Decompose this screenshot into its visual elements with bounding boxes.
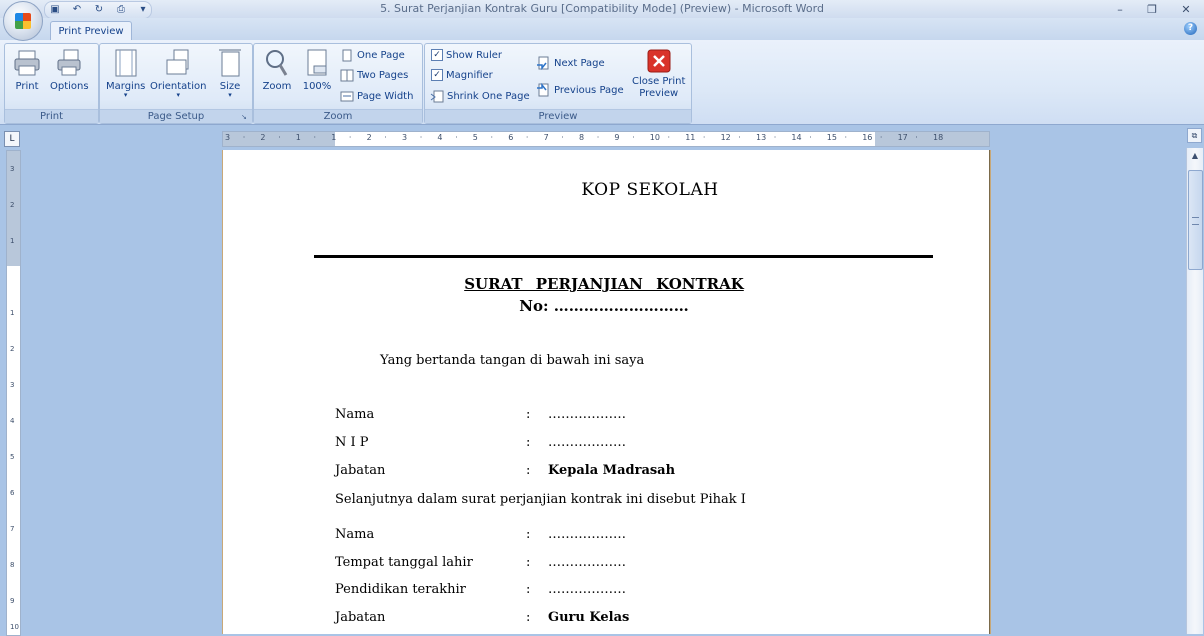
orientation-button[interactable] (150, 48, 206, 99)
colon: : (526, 582, 531, 597)
vruler-tick: 1 (10, 309, 15, 317)
ruler-tick: · (809, 133, 812, 142)
vruler-tick: 9 (10, 597, 15, 605)
ruler-tick: · (773, 133, 777, 142)
vruler-tick: 8 (10, 561, 15, 569)
ruler-tick: · (844, 133, 848, 142)
party2-value: ……………… (548, 555, 626, 570)
party2-value: ……………… (548, 582, 626, 597)
ruler-tick: · (667, 133, 671, 142)
page-width-label: Page Width (357, 91, 414, 102)
vruler-tick: 5 (10, 453, 15, 461)
orientation-icon (163, 48, 193, 78)
zoom-group-label: Zoom (254, 109, 422, 123)
orientation-dropdown-icon: ▾ (176, 91, 180, 99)
page-width-icon (340, 90, 354, 103)
vruler-tick: 2 (10, 345, 15, 353)
magnifier-label: Magnifier (446, 69, 493, 81)
ruler-tick: 15 (826, 133, 837, 142)
kop-sekolah-heading: KOP SEKOLAH (581, 180, 719, 200)
previous-page-label: Previous Page (554, 84, 624, 96)
party2-value: ……………… (548, 527, 626, 542)
ruler-right-margin (875, 132, 989, 146)
ruler-tick: · (348, 133, 352, 142)
scroll-up-icon[interactable]: ▲ (1191, 151, 1199, 160)
ruler-tick: 14 (791, 133, 802, 142)
redo-icon[interactable]: ↻ (94, 3, 104, 15)
scroll-thumb[interactable] (1188, 170, 1203, 270)
between-text: Selanjutnya dalam surat perjanjian kontrak ini disebut Pihak I (335, 492, 746, 507)
save-icon[interactable]: ▣ (50, 3, 60, 15)
ruler-tick: 3 (402, 133, 408, 142)
vruler-tick: 7 (10, 525, 15, 533)
colon: : (526, 463, 531, 478)
ruler-tick: · (455, 133, 458, 142)
ruler-tick: 1 (295, 133, 301, 142)
ruler-tick: 2 (366, 133, 372, 142)
margins-label: Margins (106, 81, 146, 92)
show-ruler-checkbox[interactable] (431, 49, 502, 61)
size-label: Size (219, 81, 241, 92)
party2-value: Guru Kelas (548, 610, 630, 625)
one-page-icon (340, 49, 354, 62)
ruler-tick: 13 (756, 133, 767, 142)
shrink-one-page-label: Shrink One Page (447, 91, 530, 102)
ruler-tick: 2 (260, 133, 266, 142)
party1-label: N I P (335, 435, 369, 450)
two-pages-button[interactable] (340, 69, 408, 82)
margins-icon (111, 48, 141, 78)
party1-label: Jabatan (335, 463, 386, 478)
magnifier-check-icon: ✓ (431, 69, 443, 81)
close-print-label-1: Close Print (632, 76, 686, 87)
ruler-tick: 6 (508, 133, 514, 142)
show-ruler-label: Show Ruler (446, 49, 503, 61)
vruler-tick: 10 (10, 623, 19, 631)
ruler-tick: 10 (649, 133, 660, 142)
vruler-tick: 3 (10, 165, 15, 173)
margins-button[interactable] (106, 48, 145, 99)
minimize-button[interactable]: – (1117, 2, 1123, 16)
margins-dropdown-icon: ▾ (123, 91, 128, 99)
tab-print-preview[interactable]: Print Preview (50, 21, 132, 41)
customize-qat-icon[interactable]: ▾ (140, 3, 146, 15)
print-options-icon (54, 48, 84, 78)
ruler-tick: · (738, 133, 741, 142)
page-setup-group-label: Page Setup (100, 109, 252, 123)
ruler-tick: · (879, 133, 883, 142)
page-setup-launcher-icon[interactable]: ↘ (241, 113, 247, 121)
ruler-tick: 7 (543, 133, 549, 142)
page-size-icon (215, 48, 245, 78)
ruler-tick: 16 (862, 133, 873, 142)
party1-value: ……………… (548, 407, 626, 422)
one-page-label: One Page (357, 50, 405, 61)
ruler-tick: · (384, 133, 387, 142)
printer-icon (12, 48, 42, 78)
vruler-tick: 3 (10, 381, 15, 389)
close-print-preview-button[interactable] (632, 48, 685, 100)
zoom-100-label: 100% (302, 81, 332, 92)
view-ruler-icon[interactable]: ⧉ (1187, 128, 1202, 143)
colon: : (526, 555, 531, 570)
close-preview-icon (646, 48, 672, 74)
vruler-tick: 6 (10, 489, 15, 497)
ruler-tick: 12 (720, 133, 731, 142)
ruler-tick: · (632, 133, 635, 142)
one-page-button[interactable] (340, 49, 405, 62)
office-button[interactable] (3, 1, 43, 41)
document-title: SURAT PERJANJIAN KONTRAK (464, 275, 744, 293)
office-logo-icon (15, 13, 31, 29)
document-number: No: ……………………… (519, 297, 689, 315)
page-100-icon (302, 48, 332, 78)
tab-selector[interactable]: L (4, 131, 20, 147)
colon: : (526, 435, 531, 450)
vertical-scrollbar[interactable] (1186, 148, 1203, 634)
zoom-label: Zoom (262, 81, 292, 92)
party2-label: Jabatan (335, 610, 386, 625)
size-button[interactable] (215, 48, 245, 99)
ruler-tick: 3 (225, 133, 231, 142)
print-label: Print (15, 81, 39, 92)
party1-value: Kepala Madrasah (548, 463, 676, 478)
colon: : (526, 527, 531, 542)
ruler-tick: 5 (472, 133, 478, 142)
ruler-tick: · (490, 133, 494, 142)
tab-row (0, 18, 1204, 40)
ruler-tick: 4 (437, 133, 443, 142)
print-button[interactable] (12, 48, 42, 92)
magnifier-icon (262, 48, 292, 78)
magnifier-checkbox[interactable] (431, 69, 493, 81)
ruler-tick: · (313, 133, 317, 142)
close-button[interactable]: ✕ (1181, 2, 1191, 16)
size-dropdown-icon: ▾ (228, 91, 232, 99)
ruler-tick: · (278, 133, 281, 142)
options-button[interactable] (50, 48, 89, 92)
vertical-ruler[interactable] (6, 150, 21, 636)
ruler-tick: 17 (897, 133, 908, 142)
two-pages-label: Two Pages (357, 70, 409, 81)
next-page-label: Next Page (554, 57, 605, 69)
horizontal-ruler[interactable] (222, 131, 990, 147)
orientation-label: Orientation (150, 81, 207, 92)
quick-print-icon[interactable]: ⎙ (117, 3, 125, 15)
colon: : (526, 610, 531, 625)
options-label: Options (50, 81, 89, 92)
ruler-tick: · (242, 133, 246, 142)
party1-label: Nama (335, 407, 375, 422)
print-group-label: Print (5, 109, 98, 123)
vruler-tick: 4 (10, 417, 15, 425)
party2-label: Nama (335, 527, 375, 542)
ruler-tick: · (596, 133, 600, 142)
ruler-tick: 8 (579, 133, 585, 142)
two-pages-icon (340, 69, 354, 82)
party2-label: Tempat tanggal lahir (335, 555, 473, 570)
previous-page-button[interactable] (535, 83, 624, 97)
restore-button[interactable]: ❐ (1147, 2, 1157, 16)
ruler-tick: · (525, 133, 529, 142)
help-icon[interactable]: ? (1184, 22, 1197, 35)
vruler-tick: 1 (10, 237, 15, 245)
ruler-tick: 11 (685, 133, 696, 142)
page-width-button[interactable] (340, 90, 413, 103)
shrink-page-icon (430, 90, 444, 103)
preview-group-label: Preview (425, 109, 691, 123)
vruler-tick: 2 (10, 201, 15, 209)
ruler-tick: · (419, 133, 423, 142)
intro-text: Yang bertanda tangan di bawah ini saya (380, 353, 645, 368)
ruler-tick: · (702, 133, 706, 142)
next-page-icon (535, 56, 551, 70)
scroll-grip (1192, 217, 1199, 225)
zoom-100-button[interactable] (302, 48, 332, 92)
ruler-tick: 9 (614, 133, 620, 142)
ruler-tick: · (915, 133, 918, 142)
zoom-button[interactable] (262, 48, 292, 92)
show-ruler-check-icon: ✓ (431, 49, 443, 61)
undo-icon[interactable]: ↶ (72, 3, 82, 15)
next-page-button[interactable] (535, 56, 605, 70)
ruler-tick: · (561, 133, 564, 142)
ruler-tick: 18 (933, 133, 944, 142)
ruler-tick: 1 (331, 133, 337, 142)
colon: : (526, 407, 531, 422)
window-title: 5. Surat Perjanjian Kontrak Guru [Compatibility Mode] (Preview) - Microsoft Word (380, 2, 824, 15)
previous-page-icon (535, 83, 551, 97)
party2-label: Pendidikan terakhir (335, 582, 466, 597)
close-print-label-2: Preview (639, 88, 679, 99)
header-rule (314, 255, 933, 258)
party1-value: ……………… (548, 435, 626, 450)
shrink-one-page-button[interactable] (430, 90, 530, 103)
